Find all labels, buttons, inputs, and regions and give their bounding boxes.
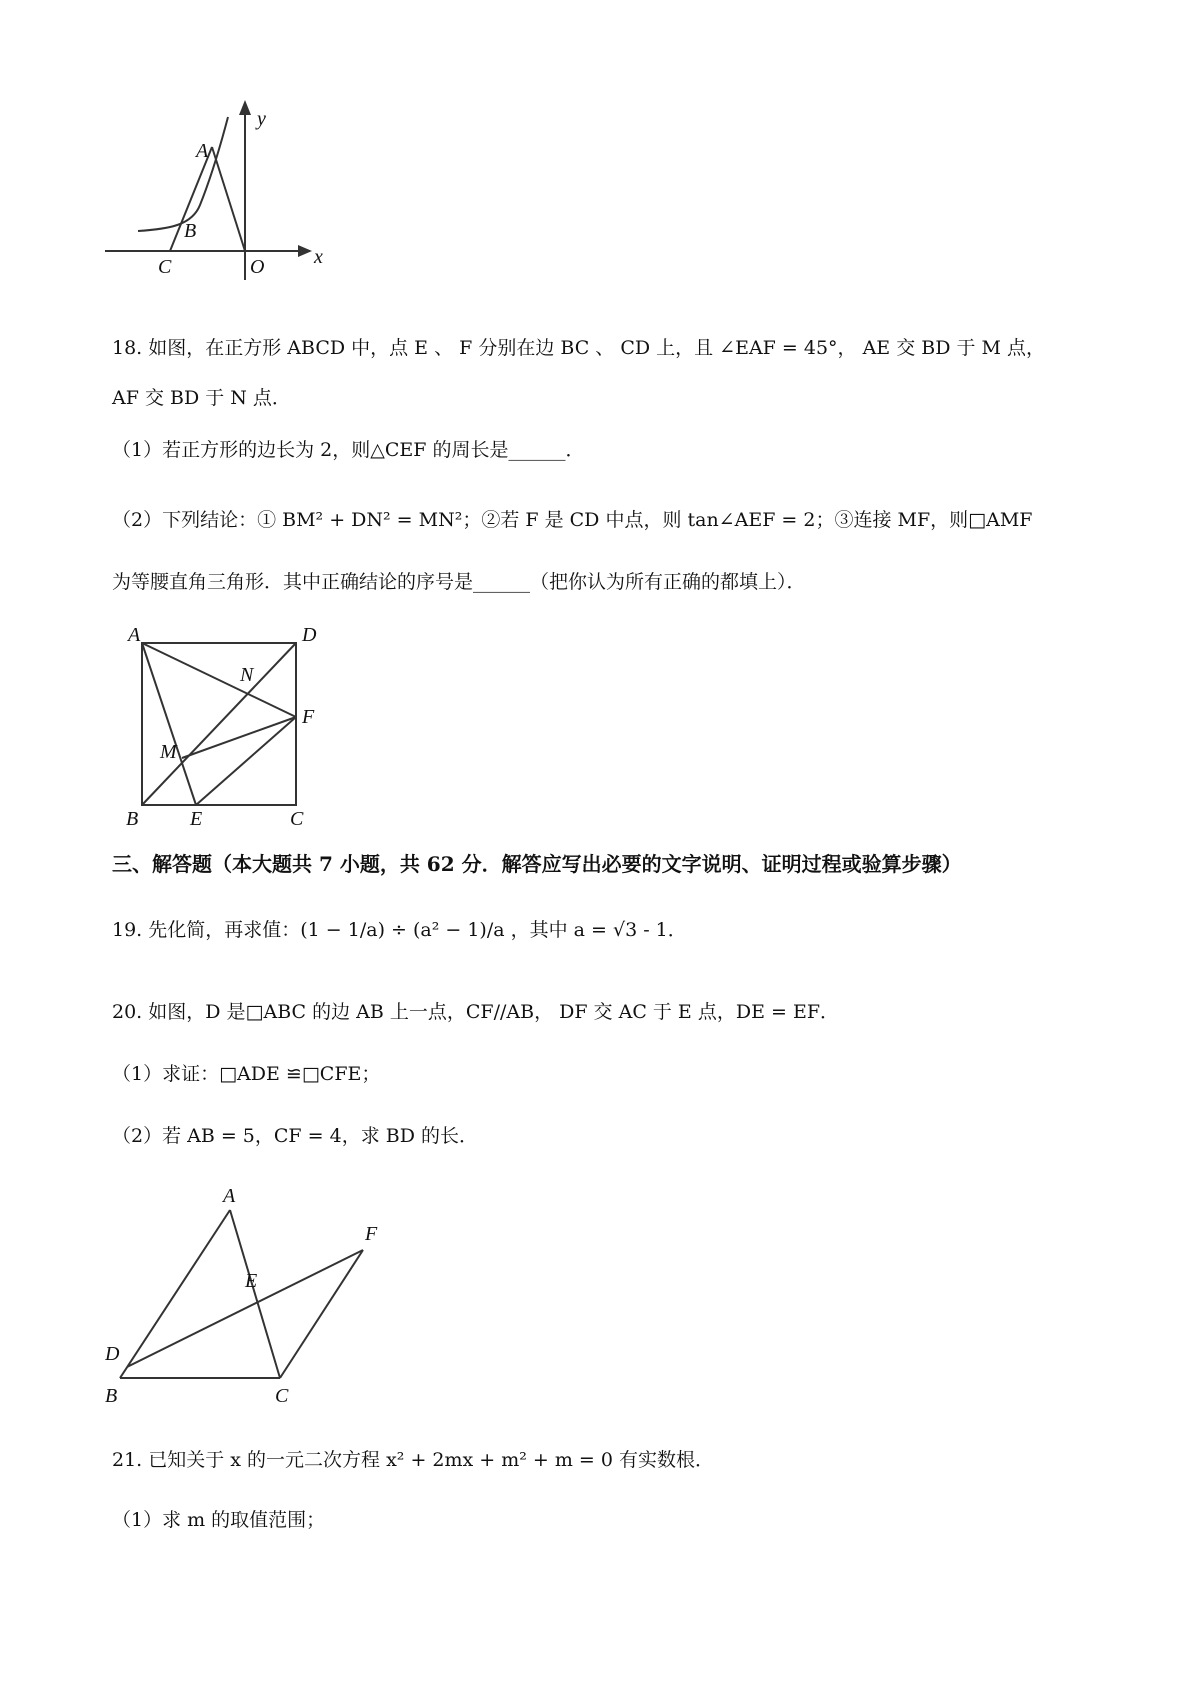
tri-label-B: B bbox=[105, 1385, 118, 1405]
q21-line1: 21. 已知关于 x 的一元二次方程 x² + 2mx + m² + m = 0 有实数根． bbox=[112, 1449, 715, 1471]
q17-figure bbox=[100, 95, 340, 285]
axis-label-y: y bbox=[257, 108, 266, 130]
tri-label-E: E bbox=[245, 1270, 258, 1292]
q18-line1: 18. 如图，在正方形 ABCD 中，点 E 、 F 分别在边 BC 、 CD 上，且 ∠EAF = 45°， AE 交 BD 于 M 点， bbox=[112, 337, 1046, 359]
tri-label-C: C bbox=[275, 1385, 289, 1405]
q21-part1: （1）求 m 的取值范围； bbox=[112, 1509, 326, 1531]
point-label-C: C bbox=[158, 256, 172, 278]
point-label-B: B bbox=[184, 220, 197, 242]
sq-label-M: M bbox=[160, 741, 177, 763]
section3-title: 三、解答题（本大题共 7 小题，共 62 分．解答应写出必要的文字说明、证明过程或验算步骤） bbox=[112, 852, 962, 876]
sq-label-N: N bbox=[240, 664, 254, 686]
q18-part2b: 为等腰直角三角形．其中正确结论的序号是______（把你认为所有正确的都填上）． bbox=[112, 571, 806, 593]
q19-text: 19. 先化简，再求值：(1 − 1/a) ÷ (a² − 1)/a ，其中 a = √3 - 1． bbox=[112, 919, 687, 941]
q20-figure bbox=[105, 1180, 405, 1405]
q18-line2: AF 交 BD 于 N 点． bbox=[112, 387, 291, 409]
tri-label-D: D bbox=[105, 1343, 120, 1365]
q20-part1: （1）求证：□ADE ≌□CFE； bbox=[112, 1063, 381, 1085]
q18-part1: （1）若正方形的边长为 2，则△CEF 的周长是______． bbox=[112, 439, 585, 461]
tri-label-A: A bbox=[223, 1185, 236, 1207]
point-label-O: O bbox=[250, 256, 265, 278]
sq-label-E: E bbox=[190, 808, 203, 830]
point-label-A: A bbox=[196, 140, 209, 162]
q18-part2: （2）下列结论：① BM² + DN² = MN²；②若 F 是 CD 中点，则 tan∠AEF = 2；③连接 MF，则□AMF bbox=[112, 509, 1033, 531]
axis-label-x: x bbox=[314, 246, 323, 268]
sq-label-B: B bbox=[126, 808, 139, 830]
tri-label-F: F bbox=[365, 1223, 378, 1245]
sq-label-F: F bbox=[302, 706, 315, 728]
sq-label-C: C bbox=[290, 808, 304, 830]
sq-label-D: D bbox=[302, 625, 317, 646]
sq-label-A: A bbox=[128, 625, 141, 646]
q20-line1: 20. 如图，D 是□ABC 的边 AB 上一点，CF//AB， DF 交 AC 于 E 点，DE = EF． bbox=[112, 1001, 840, 1023]
q20-part2: （2）若 AB = 5，CF = 4，求 BD 的长． bbox=[112, 1125, 478, 1147]
q18-figure bbox=[112, 625, 332, 830]
